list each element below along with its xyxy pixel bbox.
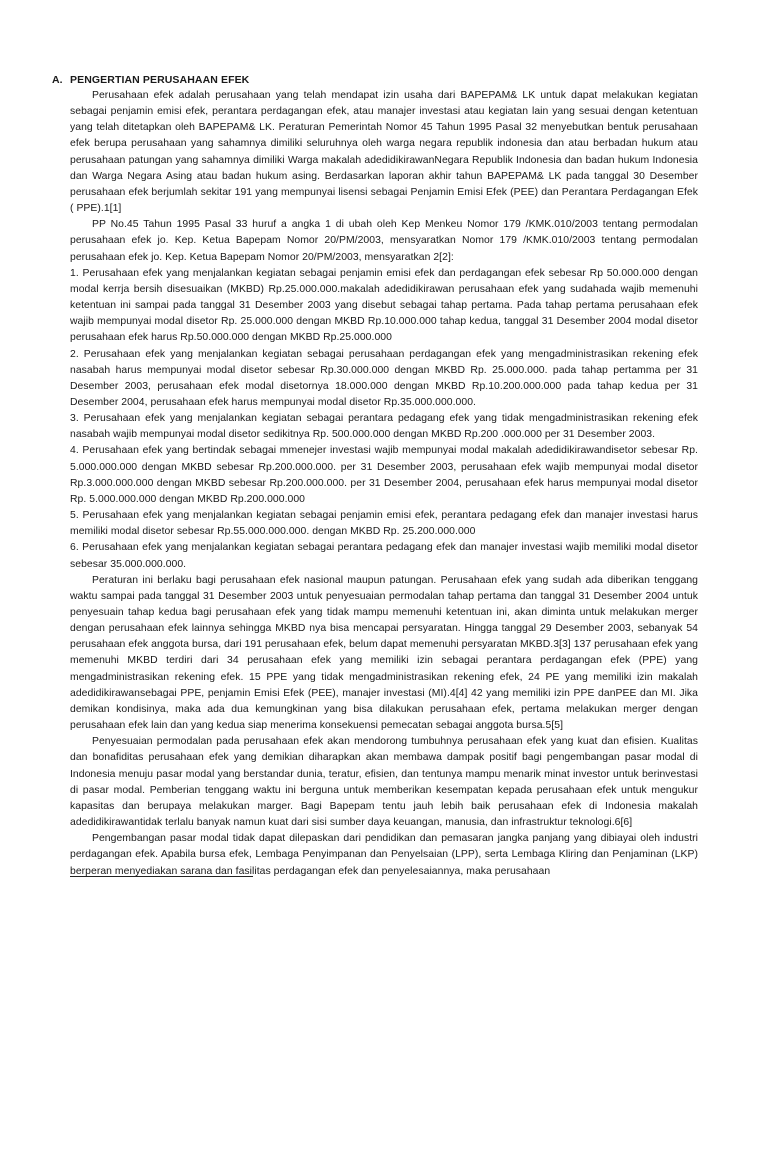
list-item-4: 4. Perusahaan efek yang bertindak sebagai mmenejer investasi wajib mempunyai modal makalah adedidikirawandisetor sebesar Rp. 5.000.000.000 dengan MKBD sebesar Rp.200.000.000. per 31 Desember 2003, perusahaan efek wajib mempunyai modal disetor Rp.3.000.000.000 dengan MKBD sebesar Rp.200.000.000. per 31 Desember 2004, perusahaan efek harus mempunyai modal disetor Rp. 5.000.000.000 dengan MKBD Rp.200.000.000: [70, 445, 698, 505]
paragraph-adjustment: Penyesuaian permodalan pada perusahaan efek akan mendorong tumbuhnya perusahaan efek yang kuat dan efisien. Kualitas dan bonafiditas perusahaan efek yang demikian diharapkan akan membawa dampak positif bagi pengembangan pasar modal di Indonesia menuju pasar modal yang berstandar dunia, teratur, efisien, dan tentunya mampu menarik minat investor untuk berinvestasi di pasar modal. Pemberian tenggang waktu ini berguna untuk memberikan kesempatan kepada perusahaan efek untuk mengukur kapasitas dan berupaya melakukan marger. Bagi Bapepam tentu jauh lebih baik perusahaan efek di Indonesia makalah adedidikirawantidak terlalu banyak namun kuat dari sisi sumber daya keuangan, manusia, dan infrastruktur teknologi.6[6]: [70, 736, 698, 829]
list-item-1: 1. Perusahaan efek yang menjalankan kegiatan sebagai penjamin emisi efek dan perdagangan efek sebesar Rp 50.000.000 dengan modal kerrja bersih disesuaikan (MKBD) Rp.25.000.000.makalah adedidikirawan perusahaan efek yang sudahada wajib memenuhi ketentuan ini sampai pada tanggal 31 Desember 2003 yang disebut sebagai tahap pertama. Pada tahap pertama perusahaan efek wajib mempunyai modal disetor Rp. 25.000.000 dengan MKBD Rp.10.000.000 tahap kedua, tanggal 31 Desember 2004 modal disetor perusahaan efek harus Rp.50.000.000 dengan MKBD Rp.25.000.000: [70, 267, 698, 344]
list-item-3: 3. Perusahaan efek yang menjalankan kegiatan sebagai perantara pedagang efek yang tidak mengadministrasikan rekening efek nasabah wajib mempunyai modal disetor sedikitnya Rp. 500.000.000 dengan MKBD Rp.200 .000.000 per 31 Desember 2003.: [70, 413, 698, 441]
list-item-5: 5. Perusahaan efek yang menjalankan kegiatan sebagai penjamin emisi efek, perantara pedagang efek dan manajer investasi harus memiliki modal disetor sebesar Rp.55.000.000.000. dengan MKBD Rp. 25.200.000.000: [70, 510, 698, 538]
paragraph-regulation: PP No.45 Tahun 1995 Pasal 33 huruf a angka 1 di ubah oleh Kep Menkeu Nomor 179 /KMK.010/2003 tentang permodalan perusahaan efek jo. Kep. Ketua Bapepam Nomor 20/PM/2003, mensyaratkan Nomor 179 /KMK.010/2003 tentang permodalan perusahaan efek jo. Kep. Ketua Bapepam Nomor 20/PM/2003, mensyaratkan 2[2]:: [70, 219, 698, 263]
footnote-divider: [70, 876, 253, 877]
document-body: [70, 88, 698, 880]
paragraph-definition: Perusahaan efek adalah perusahaan yang telah mendapat izin usaha dari BAPEPAM& LK untuk dapat melakukan kegiatan sebagai penjamin emisi efek, perantara perdagangan efek, atau manajer investasi atau kegiatan lain yang sesuai dengan ketentuan yang telah ditetapkan oleh BAPEPAM& LK. Peraturan Pemerintah Nomor 45 Tahun 1995 Pasal 32 menyebutkan bentuk perusahaan efek berupa perusahaan yang sahamnya dimiliki seluruhnya oleh warga negara republik indonesia dan atau berbadan hukum atau perusahaan patungan yang sahamnya dimiliki Warga makalah adedidikirawanNegara Republik Indonesia dan badan hukum Indonesia dan Warga Negara Asing atau badan hukum asing. Berdasarkan laporan akhir tahun BAPEPAM& LK pada tanggal 30 Desember perusahaan efek berjumlah sekitar 191 yang mempunyai lisensi sebagai Penjamin Emisi Efek (PEE) dan Perantara Perdagangan Efek ( PPE).1[1]: [70, 90, 698, 215]
paragraph-development: Pengembangan pasar modal tidak dapat dilepaskan dari pendidikan dan pemasaran jangka panjang yang dibiayai oleh industri perdagangan efek. Apabila bursa efek, Lembaga Penyimpanan dan Penyelsaian (LPP), serta Lembaga Kliring dan Penjaminan (LKP) berperan menyediakan sarana dan fasilitas perdagangan efek dan penyelesaiannya, maka perusahaan: [70, 833, 698, 877]
paragraph-scope: Peraturan ini berlaku bagi perusahaan efek nasional maupun patungan. Perusahaan efek yang sudah ada diberikan tenggang waktu sampai pada tanggal 31 Desember 2003 untuk penyesuaian permodalan tahap pertama dan tanggal 31 Desember 2004 untuk penyesuain tahap kedua bagi perusahaan efek yang tidak mampu memenuhi ketentuan ini, akan diminta untuk melakukan merger dengan perusahaan efek lainnya sehingga MKBD nya bisa mencapai persyaratan. Hingga tanggal 29 Desember 2003, sebanyak 54 perusahaan efek anggota bursa, dari 191 perusahaan efek, belum dapat memenuhi persyaratan MKBD.3[3] 137 perusahaan efek yang memenuhi MKBD terdiri dari 34 perusahaan efek yang memiliki izin sebagai perantara perdagangan efek (PPE) yang mengadministrasikan rekening efek. 15 PPE yang tidak mengadministrasikan rekening efek, 24 PE yang memiliki izin makalah adedidikirawansebagai PPE, penjamin Emisi Efek (PEE), manajer investasi (MI).4[4] 42 yang memiliki izin PPE danPEE dan MI. Jika demikan kondisinya, maka ada dua kemungkinan yang bisa dilakukan perusahaan efek, pertama melakukan merger dengan perusahaan efek lain dan yang kedua siap menerima konsekuensi pemecatan sebagai anggota bursa.5[5]: [70, 574, 698, 732]
list-item-2: 2. Perusahaan efek yang menjalankan kegiatan sebagai perusahaan perdagangan efek yang mengadministrasikan rekening efek nasabah harus mempunyai modal disetor sebesar Rp.30.000.000 dengan MKBD Rp. 25.000.000. pada tahap pertamma per 31 Desember 2003, perusahaan efek modal disetornya 18.000.000 dengan MKBD Rp.10.200.000.000 pada tahap kedua per 31 Desember 2004, perusahaan efek harus mempunyai modal disetor Rp.35.000.000.000.: [70, 348, 698, 408]
section-number: A.: [52, 74, 63, 86]
section-title: PENGERTIAN PERUSAHAAN EFEK: [70, 74, 250, 86]
list-item-6: 6. Perusahaan efek yang menjalankan kegiatan sebagai perantara pedagang efek dan manajer investasi wajib memiliki modal disetor sebesar 35.000.000.000.: [70, 542, 698, 570]
section-heading: [52, 74, 249, 86]
